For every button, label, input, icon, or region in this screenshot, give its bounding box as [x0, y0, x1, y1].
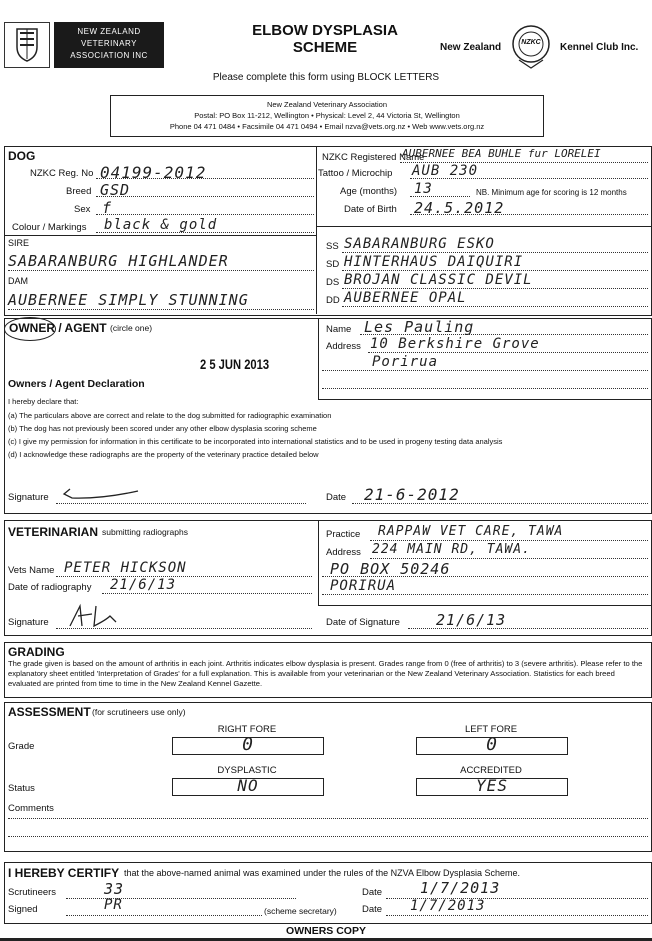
owner-address-value-1: 10 Berkshire Grove — [370, 336, 540, 352]
owner-signature-line — [56, 503, 306, 504]
nzva-line-2: VETERINARY — [81, 39, 137, 48]
dysplastic-value: NO — [237, 776, 259, 795]
comments-line-2 — [8, 836, 648, 837]
contact-phone: Phone 04 471 0484 • Facsimile 04 471 0494 • Email nzva@vets.org.nz • Web www.vets.org.nz — [169, 122, 485, 131]
form-title — [230, 22, 420, 56]
certify-date-label-1: Date — [362, 887, 383, 898]
scrutineers-value: 33 — [104, 880, 125, 898]
certify-date-value-1: 1/7/2013 — [420, 879, 501, 897]
reg-no-value: 04199-2012 — [100, 163, 207, 182]
sex-line — [96, 214, 314, 215]
vets-name-line — [56, 576, 312, 577]
accredited-value: YES — [476, 776, 508, 795]
declaration-point-b: (b) The dog has not previously been scored under any other elbow dysplasia scoring scheme — [8, 424, 317, 433]
owner-address-line-1 — [368, 352, 648, 353]
nzkc-seal-text: NZKC — [521, 39, 541, 46]
dog-divider — [316, 146, 317, 314]
radiography-date-label: Date of radiography — [8, 582, 92, 593]
ds-value: BROJAN CLASSIC DEVIL — [344, 272, 533, 288]
vet-signature-mark — [66, 602, 156, 630]
owner-signature-mark — [62, 485, 142, 503]
contact-box — [110, 95, 544, 137]
left-fore-label: LEFT FORE — [464, 724, 518, 735]
sire-line — [8, 270, 314, 271]
grading-heading: GRADING — [8, 645, 65, 659]
nzva-line-1: NEW ZEALAND — [77, 27, 141, 36]
certify-text: that the above-named animal was examined under the rules of the NZVA Elbow Dysplasia Scheme. — [124, 868, 521, 878]
sd-value: HINTERHAUS DAIQUIRI — [344, 254, 524, 270]
nzkc-left-text: New Zealand — [440, 42, 502, 53]
certify-heading: I HEREBY CERTIFY — [8, 866, 120, 880]
vets-name-label: Vets Name — [8, 565, 55, 576]
block-letters-instruction: Please complete this form using BLOCK LETTERS — [212, 72, 440, 83]
dob-value: 24.5.2012 — [414, 199, 505, 217]
received-stamp: 2 5 JUN 2013 — [200, 356, 270, 372]
nzva-crest-icon — [4, 22, 50, 68]
vet-address-value-1: 224 MAIN RD, TAWA. — [372, 542, 531, 557]
ss-line — [342, 252, 648, 253]
vet-address-value-2: PO BOX 50246 — [330, 560, 451, 578]
date-of-signature-value: 21/6/13 — [436, 611, 507, 629]
comments-line-1 — [8, 818, 648, 819]
sex-label: Sex — [74, 204, 91, 215]
signed-label: Signed — [8, 904, 38, 915]
owner-heading: OWNER / AGENT — [9, 321, 107, 335]
practice-line — [370, 540, 648, 541]
sire-value: SABARANBURG HIGHLANDER — [8, 252, 229, 270]
tattoo-value: AUB 230 — [412, 163, 479, 179]
owner-date-label: Date — [326, 492, 347, 503]
signed-value: PR — [104, 897, 123, 913]
owner-name-label: Name — [326, 324, 352, 335]
age-label: Age (months) — [340, 186, 398, 197]
grading-text: The grade given is based on the amount of arthritis in each joint. Arthritis indicates elbow dysplasia is present. Grades range from 0 (free of arthritis) to 3 (severe arthritis). Please refer to the explanatory sheet entitled 'Interpretation of Grades' for a full explanation. This is available from your veterinarian or the New Zealand Veterinary Association. Statistics for each breed evaluated are printed from time to time in the New Zealand Kennel Gazette. — [8, 659, 643, 688]
vet-address-line-3 — [322, 594, 648, 595]
declaration-heading: Owners / Agent Declaration — [8, 378, 145, 390]
form-title-line-1: ELBOW DYSPLASIA — [252, 22, 398, 39]
dog-heading: DOG — [8, 149, 36, 163]
age-note: NB. Minimum age for scoring is 12 months — [476, 188, 627, 197]
tattoo-label: Tattoo / Microchip — [318, 168, 393, 179]
vet-heading: VETERINARIAN — [8, 525, 99, 539]
ds-label: DS — [326, 277, 340, 288]
nzva-line-3: ASSOCIATION INC — [70, 51, 148, 60]
dam-label: DAM — [8, 276, 28, 286]
owners-copy-footer: OWNERS COPY — [286, 925, 366, 937]
date-of-signature-label: Date of Signature — [326, 617, 400, 628]
registered-name-value: AUBERNEE BEA BUHLE fur LORELEI — [402, 147, 601, 160]
radiography-date-value: 21/6/13 — [110, 577, 177, 593]
ds-line — [342, 288, 648, 289]
left-grade-value: 0 — [486, 734, 498, 755]
sex-value: f — [102, 199, 113, 217]
vet-address-line-1 — [370, 558, 648, 559]
assessment-heading: ASSESSMENT — [8, 705, 91, 719]
vet-heading-note: submitting radiographs — [102, 527, 188, 537]
nzkc-right-text: Kennel Club Inc. — [560, 42, 639, 53]
ss-label: SS — [326, 241, 339, 252]
form-title-line-2: SCHEME — [292, 39, 358, 56]
registered-name-label: NZKC Registered Name — [322, 152, 425, 163]
vet-signature-label: Signature — [8, 617, 49, 628]
dob-label: Date of Birth — [344, 204, 397, 215]
colour-label: Colour / Markings — [12, 222, 87, 233]
sire-label: SIRE — [8, 238, 30, 248]
dd-label: DD — [326, 295, 340, 306]
dam-line — [8, 309, 314, 310]
nzkc-seal-icon — [511, 24, 551, 70]
radiography-date-line — [102, 593, 312, 594]
nzva-name-block — [54, 22, 164, 68]
breed-value: GSD — [100, 181, 131, 199]
grade-label: Grade — [8, 741, 35, 752]
practice-value: RAPPAW VET CARE, TAWA — [378, 524, 564, 539]
vets-name-value: PETER HICKSON — [64, 560, 187, 576]
scheme-secretary-label: (scheme secretary) — [264, 906, 337, 916]
owner-address-label: Address — [326, 341, 361, 352]
right-fore-label: RIGHT FORE — [217, 724, 277, 735]
owner-address-value-2: Porirua — [372, 354, 439, 370]
owner-name-value: Les Pauling — [364, 318, 475, 336]
nzva-logo — [4, 22, 164, 68]
declaration-point-a: (a) The particulars above are correct and relate to the dog submitted for radiographic examination — [8, 411, 332, 420]
vet-address-label: Address — [326, 547, 361, 558]
certify-date-value-2: 1/7/2013 — [410, 898, 486, 914]
dysplastic-label: DYSPLASTIC — [217, 765, 277, 776]
sd-line — [342, 270, 648, 271]
age-value: 13 — [414, 181, 433, 197]
scrutineers-line — [66, 898, 296, 899]
owner-date-value: 21-6-2012 — [364, 485, 460, 504]
assessment-note: (for scrutineers use only) — [92, 707, 186, 717]
dog-sire-divider — [4, 235, 316, 236]
dam-value: AUBERNEE SIMPLY STUNNING — [8, 291, 249, 309]
contact-org: New Zealand Veterinary Association — [266, 100, 388, 109]
owner-address-line-2 — [322, 370, 648, 371]
breed-label: Breed — [66, 186, 92, 197]
practice-label: Practice — [326, 529, 361, 540]
certify-date-label-2: Date — [362, 904, 383, 915]
dd-line — [342, 306, 648, 307]
owner-circle-note: (circle one) — [110, 323, 153, 333]
certify-date-line-2 — [386, 915, 648, 916]
declare-intro: I hereby declare that: — [8, 397, 79, 406]
contact-address: Postal: PO Box 11-212, Wellington • Physical: Level 2, 44 Victoria St, Wellington — [194, 111, 460, 120]
comments-label: Comments — [8, 803, 54, 814]
declaration-point-d: (d) I acknowledge these radiographs are the property of the veterinary practice detailed below — [8, 450, 319, 459]
scrutineers-label: Scrutineers — [8, 887, 57, 898]
sd-label: SD — [326, 259, 340, 270]
accredited-label: ACCREDITED — [460, 765, 522, 776]
signed-line — [66, 915, 262, 916]
owner-signature-label: Signature — [8, 492, 49, 503]
declaration-point-c: (c) I give my permission for information in this certificate to be incorporated into international statistics and to be used in progeny testing data analysis — [8, 437, 503, 446]
owner-address-line-3 — [322, 388, 648, 389]
ss-value: SABARANBURG ESKO — [344, 236, 495, 252]
dd-value: AUBERNEE OPAL — [344, 290, 467, 306]
reg-no-label: NZKC Reg. No — [30, 168, 94, 179]
colour-value: black & gold — [104, 217, 218, 233]
dog-right-divider — [316, 226, 652, 227]
status-label: Status — [8, 783, 35, 794]
right-grade-value: 0 — [242, 734, 254, 755]
vet-address-value-3: PORIRUA — [330, 578, 397, 594]
